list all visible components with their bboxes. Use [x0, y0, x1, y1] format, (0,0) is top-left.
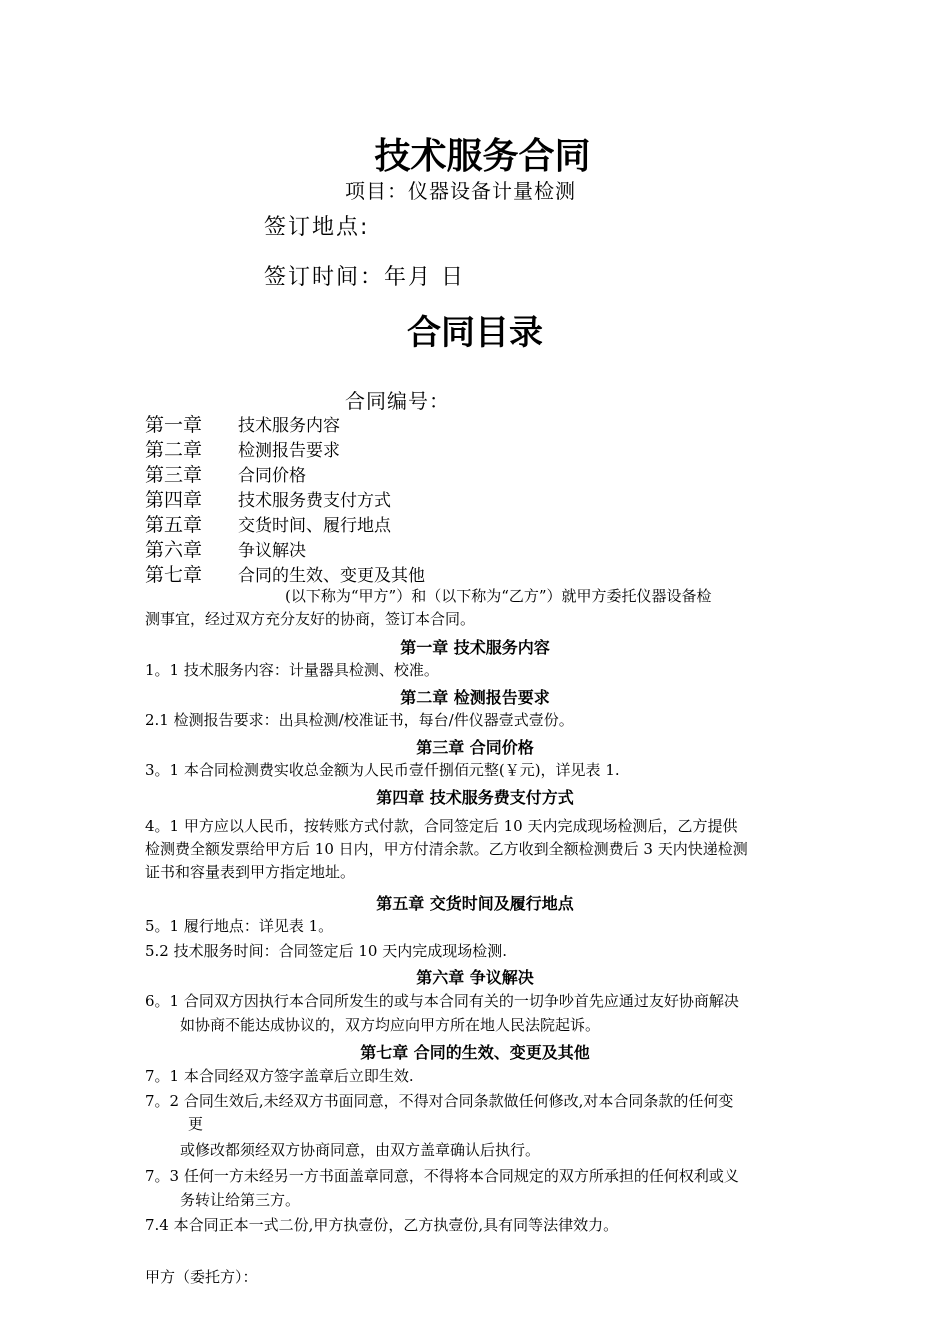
clause-7-2-line: 更 — [188, 1115, 204, 1133]
toc-name: 技术服务费支付方式 — [238, 491, 391, 511]
clause-1-1: 1。1 技术服务内容：计量器具检测、校准。 — [145, 661, 439, 679]
toc-chapter: 第二章 — [145, 439, 203, 461]
clause-7-2-line: 7。2 合同生效后,未经双方书面同意，不得对合同条款做任何修改,对本合同条款的任何变 — [145, 1092, 734, 1110]
toc-item — [145, 510, 391, 535]
chapter-2-heading: 第二章 检测报告要求 — [400, 688, 550, 707]
clause-6-1-line: 6。1 合同双方因执行本合同所发生的或与本合同有关的一切争吵首先应通过友好协商解决 — [145, 992, 739, 1010]
clause-7-3-line: 7。3 任何一方未经另一方书面盖章同意，不得将本合同规定的双方所承担的任何权利或义 — [145, 1167, 739, 1185]
sign-place: 签订地点: — [264, 215, 370, 240]
clause-7-2-line: 或修改都须经双方协商同意，由双方盖章确认后执行。 — [180, 1141, 541, 1159]
toc-chapter: 第五章 — [145, 514, 203, 536]
toc-name: 技术服务内容 — [238, 416, 340, 436]
document-title: 技术服务合同 — [374, 136, 591, 177]
toc-item — [145, 460, 306, 485]
clause-7-1: 7。1 本合同经双方签字盖章后立即生效. — [145, 1067, 414, 1085]
clause-5-2: 5.2 技术服务时间：合同签定后 10 天内完成现场检测. — [145, 942, 508, 960]
toc-title: 合同目录 — [407, 313, 543, 353]
toc-name: 争议解决 — [238, 541, 306, 561]
clause-7-4: 7.4 本合同正本一式二份,甲方执壹份，乙方执壹份,具有同等法律效力。 — [145, 1216, 619, 1234]
clause-6-1-line: 如协商不能达成协议的，双方均应向甲方所在地人民法院起诉。 — [180, 1016, 601, 1034]
toc-item — [145, 435, 340, 460]
toc-chapter: 第七章 — [145, 564, 203, 586]
chapter-4-heading: 第四章 技术服务费支付方式 — [376, 788, 574, 807]
toc-item — [145, 410, 340, 435]
clause-3-1: 3。1 本合同检测费实收总金额为人民币壹仟捌佰元整(￥元)，详见表 1. — [145, 761, 620, 779]
chapter-7-heading: 第七章 合同的生效、变更及其他 — [360, 1043, 590, 1062]
party-a-label: 甲方（委托方）： — [145, 1268, 258, 1286]
clause-5-1: 5。1 履行地点：详见表 1。 — [145, 917, 334, 935]
toc-name: 交货时间、履行地点 — [238, 516, 391, 536]
clause-4-1-line: 检测费全额发票给甲方后 10 日内，甲方付清余款。乙方收到全额检测费后 3 天内快递检测 — [145, 840, 748, 858]
chapter-3-heading: 第三章 合同价格 — [416, 738, 534, 757]
toc-chapter: 第六章 — [145, 539, 203, 561]
toc-chapter: 第四章 — [145, 489, 203, 511]
sign-time: 签订时间：年月 日 — [264, 265, 465, 290]
toc-name: 合同价格 — [238, 466, 306, 486]
chapter-1-heading: 第一章 技术服务内容 — [400, 638, 550, 657]
toc-item — [145, 485, 391, 510]
project-line: 项目：仪器设备计量检测 — [345, 179, 576, 203]
toc-chapter: 第一章 — [145, 414, 203, 436]
intro-line: 测事宜，经过双方充分友好的协商，签订本合同。 — [145, 610, 476, 628]
toc-chapter: 第三章 — [145, 464, 203, 486]
chapter-6-heading: 第六章 争议解决 — [416, 968, 534, 987]
clause-4-1-line: 证书和容量表到甲方指定地址。 — [145, 863, 356, 881]
intro-line: (以下称为“甲方”）和（以下称为“乙方”）就甲方委托仪器设备检 — [285, 587, 712, 605]
toc-name: 检测报告要求 — [238, 441, 340, 461]
chapter-5-heading: 第五章 交货时间及履行地点 — [376, 894, 574, 913]
clause-7-3-line: 务转让给第三方。 — [180, 1191, 301, 1209]
contract-number: 合同编号： — [345, 389, 450, 413]
clause-2-1: 2.1 检测报告要求：出具检测/校准证书，每台/件仪器壹式壹份。 — [145, 711, 574, 729]
toc-item — [145, 560, 425, 585]
toc-item — [145, 535, 306, 560]
clause-4-1-line: 4。1 甲方应以人民币，按转账方式付款，合同签定后 10 天内完成现场检测后，乙方提供 — [145, 817, 738, 835]
toc-name: 合同的生效、变更及其他 — [238, 566, 425, 586]
